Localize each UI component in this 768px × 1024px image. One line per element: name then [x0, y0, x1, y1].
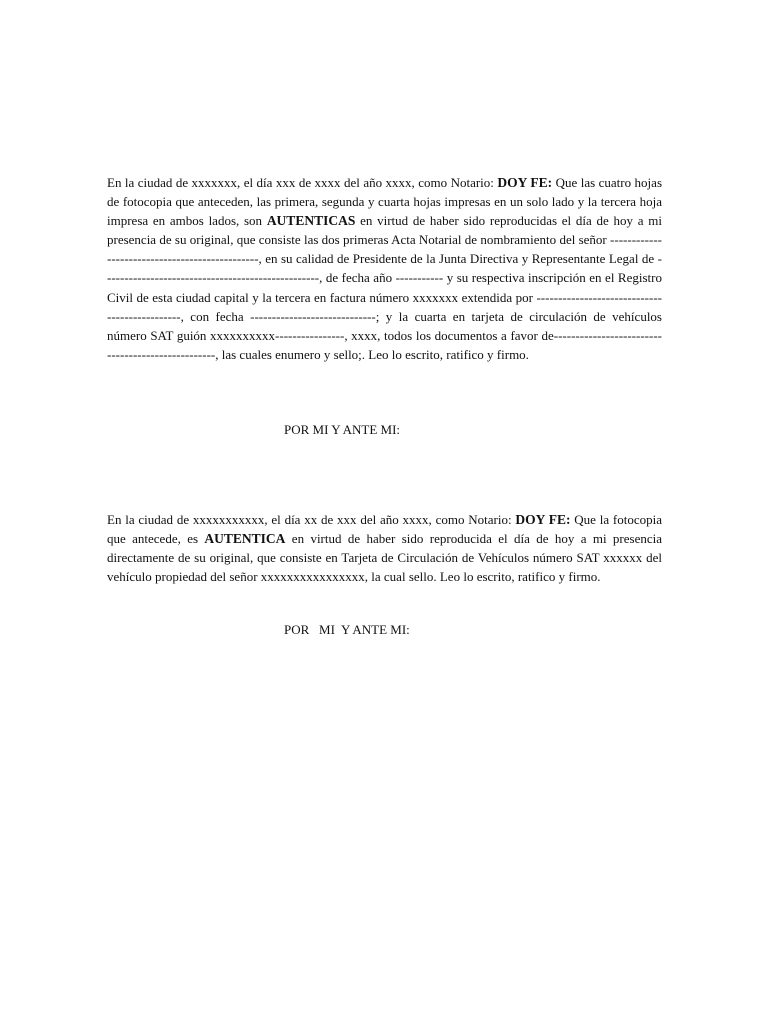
signature-line-1: POR MI Y ANTE MI: — [284, 422, 401, 437]
paragraph-2-autentica: AUTENTICA — [204, 531, 286, 547]
paragraph-1-autenticas: AUTENTICAS — [266, 213, 356, 229]
paragraph-1-text-c: en virtud de haber sido reproducidas el día de hoy a mi presencia de su original, que consiste las dos primeras Acta Notarial de nombramiento del señor -----------------------------------------------, en su calidad de Presidente de la Junta Directiva y Representante Legal de --------------------------------------------------, de fecha año ----------- y su respectiva inscripción en el Registro Civil de esta ciudad capital y la tercera en factura número xxxxxxx extendida por ----------------------------------------------, con fecha -----------------------------; y la cuarta en tarjeta de circulación de vehículos número SAT guión xxxxxxxxxx----------------, xxxx, todos los documentos a favor de--------------------------------------------------, las cuales enumero y sello;. Leo lo escrito, ratifico y firmo. — [107, 213, 662, 362]
authentication-paragraph-2 — [107, 510, 662, 586]
paragraph-1-doy-fe: DOY FE: — [497, 175, 553, 190]
authentication-paragraph-1 — [107, 173, 662, 364]
signature-line-2: POR MI Y ANTE MI: — [284, 622, 410, 637]
paragraph-2-text-b: Que la fotocopia que antecede, es — [107, 512, 662, 547]
paragraph-2-text-c: en virtud de haber sido reproducida el día de hoy a mi presencia directamente de su original, que consiste en Tarjeta de Circulación de Vehículos número SAT xxxxxx del vehículo propiedad del señor xxxxxxxxxxxxxxxx, la cual sello. Leo lo escrito, ratifico y firmo. — [107, 531, 663, 585]
paragraph-1-text-a: En la ciudad de xxxxxxx, el día xxx de xxxx del año xxxx, como Notario: — [107, 175, 498, 190]
paragraph-1-text-b: Que las cuatro hojas de fotocopia que anteceden, las primera, segunda y cuarta hojas impresas en un solo lado y la tercera hoja impresa en ambos lados, son — [107, 175, 662, 229]
paragraph-2-doy-fe: DOY FE: — [515, 512, 571, 527]
paragraph-2-text-a: En la ciudad de xxxxxxxxxxx, el día xx de xxx del año xxxx, como Notario: — [107, 512, 516, 527]
